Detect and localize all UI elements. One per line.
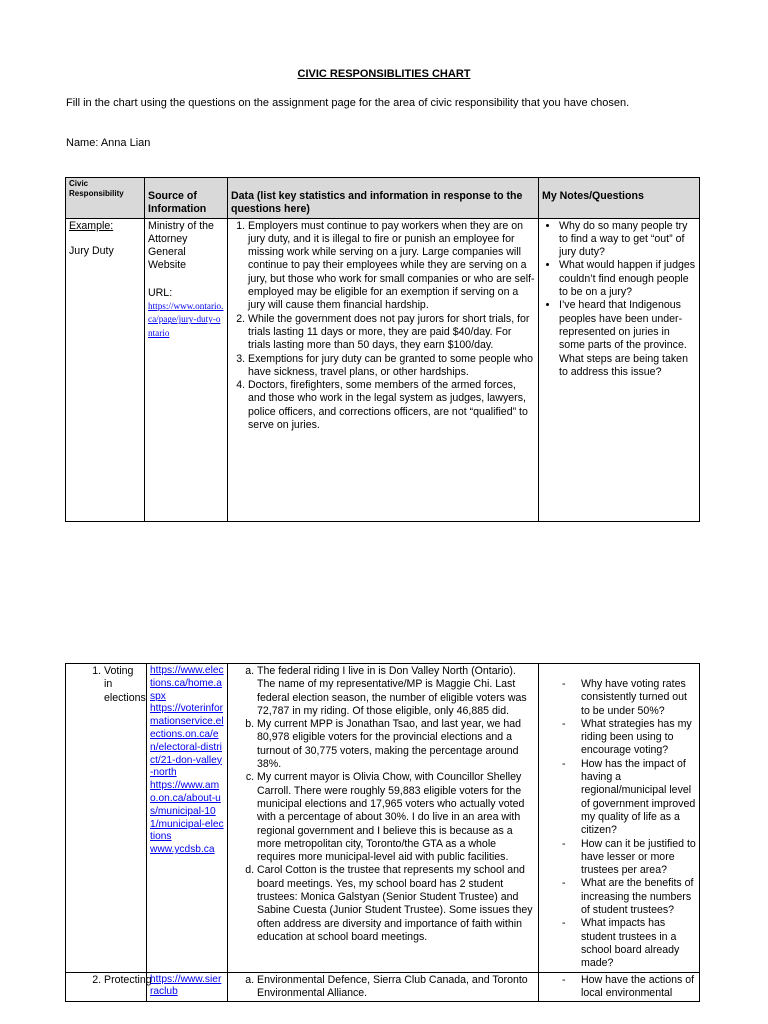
example-area: Jury Duty [69,244,114,257]
list-item: d. Carol Cotton is the trustee that represents my school and board meetings. Yes, my school board has 2 student trustees: Monica Galstyan (Senior Student Trustee) and Sabine Cuesta (Junior Student Trustee). Some issues they often address are diversity and importance of faith within education at school board meetings. [257,864,535,944]
voting-data-cell [228,664,539,973]
header-civic-responsibility: Civic Responsibility [66,178,145,219]
protecting-notes-list [542,974,696,1001]
example-notes-cell [539,218,700,521]
protecting-data-cell [228,972,539,1002]
example-data-cell [228,218,539,521]
table-row [66,972,700,1002]
chart-header-row [66,178,700,219]
header-data: Data (list key statistics and information in response to the questions here) [228,178,539,219]
example-label: Example: [69,219,114,232]
source-link[interactable]: https://www.amo.on.ca/about-us/municipal-101/municipal-elections [150,780,224,843]
example-data-list [231,220,535,433]
example-source-cell [145,218,228,521]
list-item: • I’ve heard that Indigenous peoples have been under-represented on juries in some parts of the province. What steps are being taken to address this issue? [559,299,696,379]
list-item: - What impacts has student trustees in a school board already made? [542,917,696,970]
example-source-text: Ministry of the Attorney General Website [148,219,214,272]
list-item: 1. Employers must continue to pay workers when they are on jury duty, and it is illegal to fire or punish an employee for missing work while serving on a jury. Large companies will continue to pay their employees while they are serving on a jury, but those who work for small companies or who are self-employed may be eligible for an exemption if serving on a jury will cause them financial hardship. [248,220,535,313]
row-label-text: 2. Protecting [104,974,143,987]
protecting-notes-cell [539,972,700,1002]
voting-notes-cell [539,664,700,973]
protecting-sources-cell [147,972,228,1002]
instructions-text: Fill in the chart using the questions on the assignment page for the area of civic responsibility that you have chosen. [66,97,630,109]
source-link[interactable]: https://www.elections.ca/home.aspx [150,665,224,702]
list-item: • Why do so many people try to find a way to get “out” of jury duty? [559,220,696,260]
example-url-label: URL: [148,286,173,299]
voting-sources-cell [147,664,228,973]
list-item: - What strategies has my riding been using to encourage voting? [542,718,696,758]
list-item: a. The federal riding I live in is Don Valley North (Ontario). The name of my representative/MP is Maggie Chi. Last federal election season, the number of eligible voters was 72,787 in my riding. Of those eligible, only 46,885 did. [257,665,535,718]
list-item: 4. Doctors, firefighters, some members of the armed forces, and those who work in the legal system as judges, lawyers, police officers, and corrections officers, are not “qualified” to serve on juries. [248,379,535,432]
list-item: - How can it be justified to have lesser or more trustees per area? [542,838,696,878]
source-link[interactable]: https://www.sierraclub [150,973,222,998]
row-label-voting [66,664,147,973]
list-item: b. My current MPP is Jonathan Tsao, and last year, we had 80,978 eligible voters for the provincial elections and a turnout of 30,775 voters, making the percentage around 38%. [257,718,535,771]
protecting-data-list [231,974,535,1001]
responses-table [65,663,700,1002]
list-item: a. Environmental Defence, Sierra Club Canada, and Toronto Environmental Alliance. [257,974,535,1001]
row-label-protecting [66,972,152,1002]
source-link[interactable]: https://voterinformationservice.elections.on.ca/en/electoral-district/21-don-valley-north [150,703,224,779]
header-source: Source of Information [145,178,228,219]
voting-data-list [231,665,535,944]
list-item: 2. While the government does not pay jurors for short trials, for trials lasting 11 days or more, they are paid $40/day. For trials lasting more than 50 days, they earn $100/day. [248,313,535,353]
example-notes-list [542,220,696,380]
voting-notes-list [542,678,696,971]
example-label-cell [66,218,145,521]
example-url-link[interactable]: https://www.ontario.ca/page/jury-duty-ontario [148,301,224,338]
document-title: CIVIC RESPONSIBLITIES CHART [297,68,471,80]
civic-chart-table [65,177,700,522]
list-item: - How have the actions of local environmental [542,974,696,1001]
header-notes: My Notes/Questions [539,178,700,219]
list-item: - How has the impact of having a regional/municipal level of government improved my quality of life as a citizen? [542,758,696,838]
example-row [66,218,700,521]
source-link[interactable]: www.ycdsb.ca [150,844,215,856]
list-item: 3. Exemptions for jury duty can be granted to some people who have sickness, travel plans, or other hardships. [248,353,535,380]
row-label-text: 1. Voting in elections [104,665,143,705]
table-row [66,664,700,973]
list-item: c. My current mayor is Olivia Chow, with Councillor Shelley Carroll. There were roughly 59,883 eligible voters for the municipal elections and 17,965 voters who actually voted with a percentage of about 30%. I do live in an area with regional government and I believe this is because as a more metropolitan city, Toronto/the GTA as a whole requires more municipal-level aid with public facilities. [257,771,535,864]
student-name: Name: Anna Lian [66,137,151,149]
list-item: • What would happen if judges couldn’t find enough people to be on a jury? [559,259,696,299]
list-item: - Why have voting rates consistently turned out to be under 50%? [542,678,696,718]
list-item: - What are the benefits of increasing the numbers of student trustees? [542,877,696,917]
